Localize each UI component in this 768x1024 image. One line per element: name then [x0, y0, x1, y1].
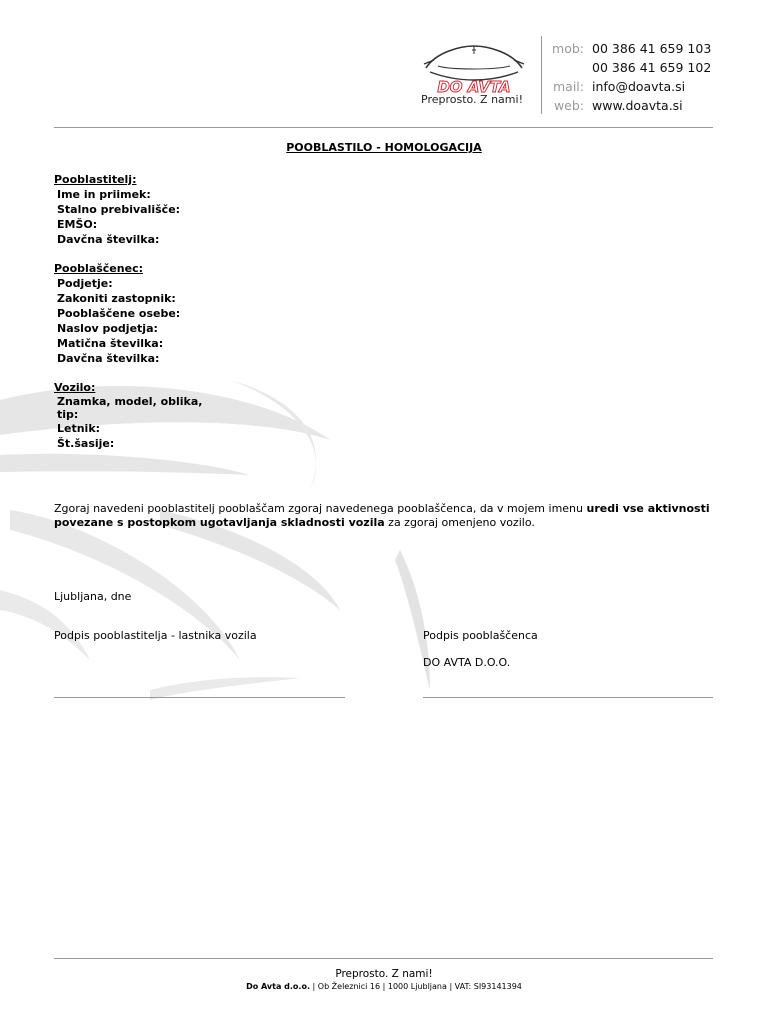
contact-label: mail:	[553, 79, 584, 94]
company-name: DO AVTA D.O.O.	[423, 656, 511, 669]
contact-value: info@doavta.si	[592, 79, 686, 94]
section-pooblascenec	[54, 262, 180, 366]
footer-rule	[54, 958, 713, 959]
contact-label: mob:	[552, 41, 584, 56]
contact-mobile-1	[548, 39, 711, 58]
contact-value: www.doavta.si	[592, 98, 683, 113]
contact-block	[548, 39, 711, 115]
place-date-label: Ljubljana, dne	[54, 590, 132, 603]
footer-company-name: Do Avta d.o.o.	[246, 982, 310, 991]
field-label: Letnik:	[57, 422, 101, 435]
header-divider	[541, 36, 542, 114]
contact-mobile-2	[548, 58, 711, 77]
svg-text:DO AVTA: DO AVTA	[437, 78, 511, 96]
field-label: Naslov podjetja:	[57, 322, 158, 335]
contact-web	[548, 96, 711, 115]
signature-left-label: Podpis pooblastitelja - lastnika vozila	[54, 629, 257, 642]
field-label: Št.šasije:	[57, 437, 115, 450]
field-label: Pooblaščene osebe:	[57, 307, 181, 320]
field-label: Znamka, model, oblika,	[57, 395, 203, 408]
paragraph-text: Zgoraj navedeni pooblastitelj pooblaščam zgoraj navedenega pooblaščenca, da v mojem imenu	[54, 502, 587, 515]
field-label: Davčna številka:	[57, 233, 160, 246]
paragraph-bold-text: uredi vse aktivnosti povezane s postopkom ugotavljanja skladnosti vozila	[54, 502, 710, 529]
field-label: Ime in priimek:	[57, 188, 151, 201]
footer-slogan: Preprosto. Z nami!	[335, 968, 433, 980]
document-title: POOBLASTILO - HOMOLOGACIJA	[286, 141, 482, 154]
field-label: Matična številka:	[57, 337, 164, 350]
field-label: Stalno prebivališče:	[57, 203, 181, 216]
header-rule	[54, 127, 713, 128]
section-heading: Pooblastitelj:	[54, 173, 137, 186]
section-heading: Pooblaščenec:	[54, 262, 143, 275]
field-label: Davčna številka:	[57, 352, 160, 365]
contact-value: 00 386 41 659 102	[592, 60, 712, 75]
field-label: tip:	[57, 408, 79, 421]
signature-right-label: Podpis pooblaščenca	[423, 629, 538, 642]
footer-company-info	[0, 982, 768, 991]
field-label: Zakoniti zastopnik:	[57, 292, 176, 305]
paragraph-text-end: za zgoraj omenjeno vozilo.	[384, 516, 535, 529]
contact-mail	[548, 77, 711, 96]
field-label: EMŠO:	[57, 218, 98, 231]
contact-label: web:	[553, 98, 584, 113]
field-label: Podjetje:	[57, 277, 113, 290]
section-heading: Vozilo:	[54, 381, 96, 394]
signature-line-right	[423, 697, 713, 698]
authorization-paragraph	[54, 502, 714, 530]
footer-address: | Ob Železnici 16 | 1000 Ljubljana | VAT: SI93141394	[309, 982, 522, 991]
signature-line-left	[54, 697, 345, 698]
header-slogan: Preprosto. Z nami!	[421, 93, 523, 106]
section-vozilo	[54, 381, 202, 451]
section-pooblastitelj	[54, 173, 180, 247]
contact-label	[548, 58, 592, 77]
contact-value: 00 386 41 659 103	[592, 41, 712, 56]
